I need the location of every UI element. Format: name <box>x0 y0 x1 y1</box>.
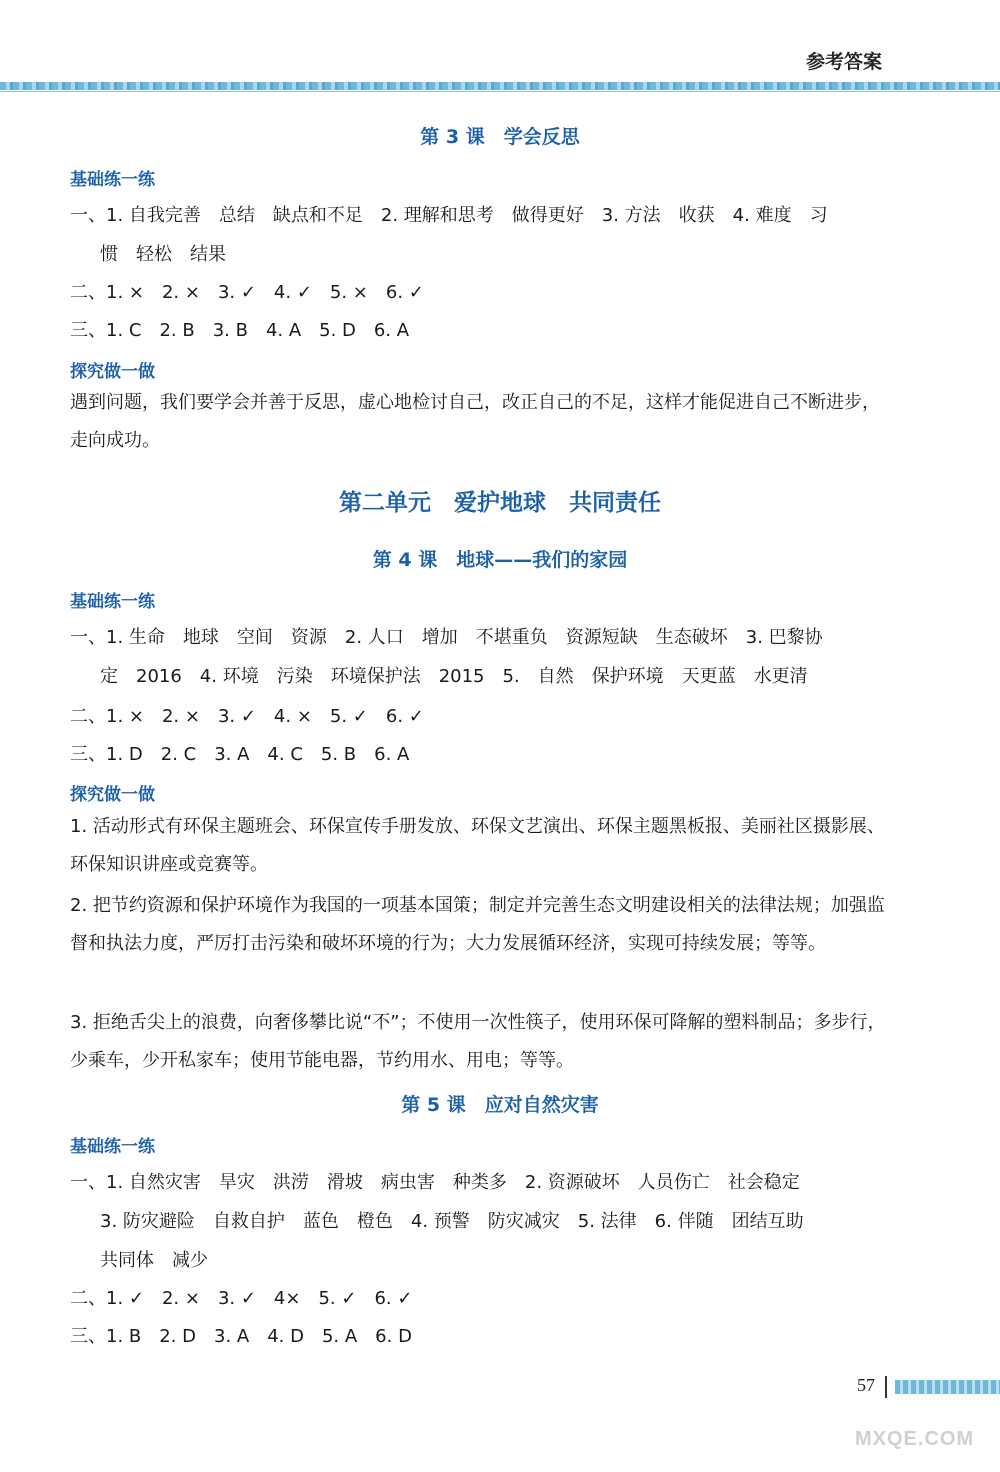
lesson-3-explore-heading: 探究做一做 <box>70 362 155 382</box>
lesson-5-q2: 二、1. ✓ 2. × 3. ✓ 4× 5. ✓ 6. ✓ <box>70 1288 413 1309</box>
lesson-4-explore-item-1: 1. 活动形式有环保主题班会、环保宣传手册发放、环保文艺演出、环保主题黑板报、美丽社区摄影展、环保知识讲座或竞赛等。 <box>70 816 885 875</box>
header-rule-thin <box>0 91 1000 92</box>
lesson-3-basic-heading: 基础练一练 <box>70 170 155 190</box>
header-title: 参考答案 <box>805 51 882 73</box>
lesson-5-q3: 三、1. B 2. D 3. A 4. D 5. A 6. D <box>70 1326 412 1347</box>
lesson-5-q1-line3: 共同体 减少 <box>100 1250 208 1271</box>
unit-2-title: 第二单元 爱护地球 共同责任 <box>339 490 661 516</box>
header-rule <box>0 82 1000 90</box>
lesson-4-title: 第 4 课 地球——我们的家园 <box>372 549 628 571</box>
lesson-4-q1-line1: 一、1. 生命 地球 空间 资源 2. 人口 增加 不堪重负 资源短缺 生态破坏 3. 巴黎协 <box>70 627 823 648</box>
footer-decoration <box>895 1380 1000 1394</box>
lesson-4-q2: 二、1. × 2. × 3. ✓ 4. × 5. ✓ 6. ✓ <box>70 706 424 727</box>
lesson-3-q1-line1: 一、1. 自我完善 总结 缺点和不足 2. 理解和思考 做得更好 3. 方法 收获 4. 难度 习 <box>70 205 828 226</box>
lesson-4-explore-item-3: 3. 拒绝舌尖上的浪费，向奢侈攀比说“不”；不使用一次性筷子，使用环保可降解的塑料制品；多步行，少乘车，少开私家车；使用节能电器，节约用水、用电；等等。 <box>70 1012 886 1071</box>
lesson-4-explore-heading: 探究做一做 <box>70 785 155 805</box>
lesson-3-explore-text: 遇到问题，我们要学会并善于反思，虚心地检讨自己，改正自己的不足，这样才能促进自己不断进步，走向成功。 <box>70 392 880 451</box>
lesson-4-q1-line2: 定 2016 4. 环境 污染 环境保护法 2015 5. 自然 保护环境 天更蓝 水更清 <box>100 666 808 687</box>
page-number: 57 <box>857 1375 875 1395</box>
lesson-4-basic-heading: 基础练一练 <box>70 592 155 612</box>
lesson-3-q1-line2: 惯 轻松 结果 <box>100 244 226 265</box>
lesson-3-q3: 三、1. C 2. B 3. B 4. A 5. D 6. A <box>70 320 410 341</box>
lesson-4-explore-item-2: 2. 把节约资源和保护环境作为我国的一项基本国策；制定并完善生态文明建设相关的法律法规；加强监督和执法力度，严厉打击污染和破坏环境的行为；大力发展循环经济，实现可持续发展；等等。 <box>70 895 885 954</box>
lesson-4-q3: 三、1. D 2. C 3. A 4. C 5. B 6. A <box>70 744 410 765</box>
lesson-3-q2: 二、1. × 2. × 3. ✓ 4. ✓ 5. × 6. ✓ <box>70 282 424 303</box>
lesson-3-title: 第 3 课 学会反思 <box>420 126 580 148</box>
lesson-5-basic-heading: 基础练一练 <box>70 1137 155 1157</box>
watermark: MXQE.COM <box>855 1428 975 1450</box>
lesson-5-q1-line2: 3. 防灾避险 自救自护 蓝色 橙色 4. 预警 防灾减灾 5. 法律 6. 伴随 团结互助 <box>100 1211 804 1232</box>
lesson-5-q1-line1: 一、1. 自然灾害 旱灾 洪涝 滑坡 病虫害 种类多 2. 资源破坏 人员伤亡 社会稳定 <box>70 1172 800 1193</box>
lesson-5-title: 第 5 课 应对自然灾害 <box>401 1094 599 1116</box>
page-number-divider <box>885 1376 887 1398</box>
